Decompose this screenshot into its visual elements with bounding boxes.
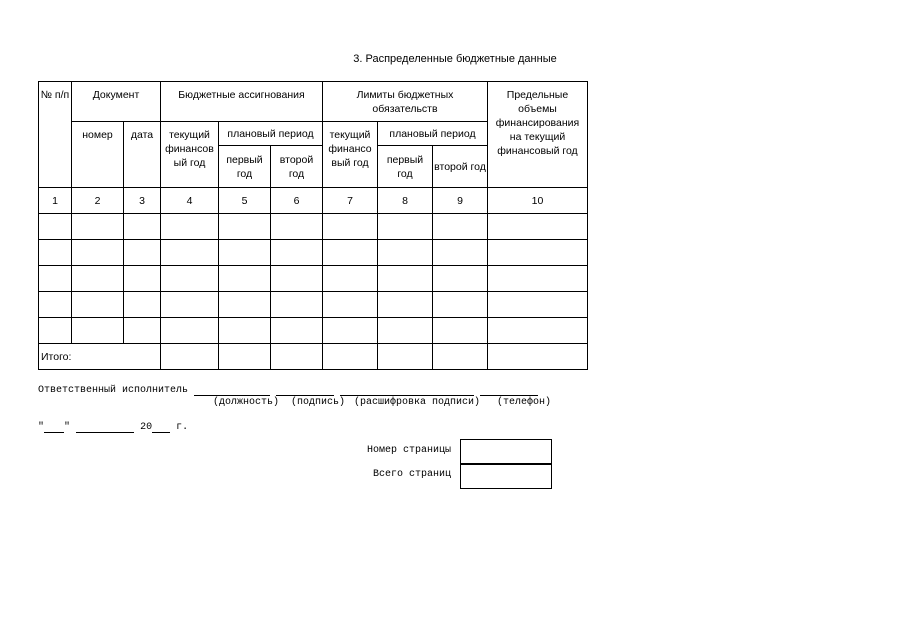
- table-cell[interactable]: [323, 292, 378, 318]
- signature-decode-field[interactable]: [340, 384, 474, 396]
- header-document: Документ: [72, 82, 161, 122]
- table-cell[interactable]: [161, 240, 219, 266]
- phone-field[interactable]: [480, 384, 538, 396]
- table-cell[interactable]: [219, 344, 271, 370]
- column-number: 6: [271, 188, 323, 214]
- table-row: [39, 266, 588, 292]
- table-cell[interactable]: [433, 240, 488, 266]
- table-cell[interactable]: [488, 266, 588, 292]
- table-cell[interactable]: [39, 318, 72, 344]
- table-cell[interactable]: [433, 318, 488, 344]
- table-cell[interactable]: [219, 266, 271, 292]
- table-cell[interactable]: [39, 214, 72, 240]
- table-cell[interactable]: [161, 266, 219, 292]
- section-title: 3. Распределенные бюджетные данные: [353, 53, 557, 65]
- column-number: 2: [72, 188, 124, 214]
- table-cell[interactable]: [161, 214, 219, 240]
- signature-field[interactable]: [276, 384, 334, 396]
- table-cell[interactable]: [323, 344, 378, 370]
- header-budget-limits: Лимиты бюджетных обязательств: [323, 82, 488, 122]
- table-cell[interactable]: [271, 344, 323, 370]
- executor-line: [38, 384, 538, 396]
- quote-close: ": [64, 422, 71, 433]
- table-cell[interactable]: [271, 318, 323, 344]
- page-number-label: Номер страницы: [366, 445, 451, 456]
- table-cell[interactable]: [39, 266, 72, 292]
- header-second-year: второй год: [271, 146, 323, 188]
- header-num: № п/п: [39, 82, 72, 188]
- table-cell[interactable]: [488, 214, 588, 240]
- table-cell[interactable]: [161, 318, 219, 344]
- column-number: 7: [323, 188, 378, 214]
- table-cell[interactable]: [323, 318, 378, 344]
- table-cell[interactable]: [124, 266, 161, 292]
- table-cell[interactable]: [124, 240, 161, 266]
- table-cell[interactable]: [39, 240, 72, 266]
- header-number: номер: [72, 122, 124, 188]
- table-cell[interactable]: [378, 318, 433, 344]
- column-number: 4: [161, 188, 219, 214]
- column-number: 10: [488, 188, 588, 214]
- table-cell[interactable]: [378, 344, 433, 370]
- table-cell[interactable]: [72, 214, 124, 240]
- header-current-year-limits: текущий финансо вый год: [323, 122, 378, 188]
- table-cell[interactable]: [161, 292, 219, 318]
- table-cell[interactable]: [433, 292, 488, 318]
- position-caption: (должность): [213, 397, 280, 408]
- quote-open: ": [38, 422, 45, 433]
- table-cell[interactable]: [124, 318, 161, 344]
- table-cell[interactable]: [219, 292, 271, 318]
- table-cell[interactable]: [488, 344, 588, 370]
- table-cell[interactable]: [271, 266, 323, 292]
- column-number: 5: [219, 188, 271, 214]
- column-number: 8: [378, 188, 433, 214]
- header-planned-period: плановый период: [219, 122, 323, 146]
- table-cell[interactable]: [378, 292, 433, 318]
- column-number: 1: [39, 188, 72, 214]
- table-cell[interactable]: [161, 344, 219, 370]
- table-cell[interactable]: [219, 214, 271, 240]
- year-prefix: 20: [140, 422, 153, 433]
- year-field[interactable]: [152, 421, 170, 433]
- header-max-volumes: Предельные объемы финансирования на текущий финансовый год: [488, 82, 588, 188]
- header-date: дата: [124, 122, 161, 188]
- table-cell[interactable]: [488, 318, 588, 344]
- table-cell[interactable]: [271, 292, 323, 318]
- table-cell[interactable]: [488, 240, 588, 266]
- header-first-year: первый год: [219, 146, 271, 188]
- table-cell[interactable]: [433, 344, 488, 370]
- budget-data-table: [38, 81, 588, 370]
- table-cell[interactable]: [433, 214, 488, 240]
- table-cell[interactable]: [124, 292, 161, 318]
- page-number-box[interactable]: [460, 439, 552, 465]
- header-first-year-limits: первый год: [378, 146, 433, 188]
- day-field[interactable]: [44, 421, 64, 433]
- total-pages-box[interactable]: [460, 463, 552, 489]
- total-row: [39, 344, 588, 370]
- table-cell[interactable]: [219, 240, 271, 266]
- column-numbers-row: [39, 188, 588, 214]
- column-number: 3: [124, 188, 161, 214]
- column-number: 9: [433, 188, 488, 214]
- total-pages-label: Всего страниц: [372, 469, 451, 480]
- table-cell[interactable]: [433, 266, 488, 292]
- table-row: [39, 240, 588, 266]
- table-cell[interactable]: [72, 240, 124, 266]
- table-cell[interactable]: [72, 292, 124, 318]
- header-current-year: текущий финансов ый год: [161, 122, 219, 188]
- total-label: Итого:: [39, 344, 161, 370]
- year-suffix: г.: [176, 422, 189, 433]
- table-cell[interactable]: [378, 266, 433, 292]
- month-field[interactable]: [76, 421, 134, 433]
- table-cell[interactable]: [488, 292, 588, 318]
- table-cell[interactable]: [124, 214, 161, 240]
- table-cell[interactable]: [72, 266, 124, 292]
- table-cell[interactable]: [72, 318, 124, 344]
- table-cell[interactable]: [378, 240, 433, 266]
- table-cell[interactable]: [271, 214, 323, 240]
- table-cell[interactable]: [323, 240, 378, 266]
- table-row: [39, 292, 588, 318]
- table-cell[interactable]: [378, 214, 433, 240]
- table-cell[interactable]: [271, 240, 323, 266]
- signature-caption: (подпись): [291, 397, 346, 408]
- table-row: [39, 214, 588, 240]
- phone-caption: (телефон): [497, 397, 552, 408]
- executor-label: Ответственный исполнитель: [38, 385, 189, 396]
- position-field[interactable]: [194, 384, 270, 396]
- table-cell[interactable]: [323, 266, 378, 292]
- header-budget-allocations: Бюджетные ассигнования: [161, 82, 323, 122]
- table-cell[interactable]: [39, 292, 72, 318]
- header-second-year-limits: второй год: [433, 146, 488, 188]
- date-line: [38, 421, 188, 433]
- signature-decode-caption: (расшифровка подписи): [354, 397, 481, 408]
- table-cell[interactable]: [219, 318, 271, 344]
- header-planned-period-limits: плановый период: [378, 122, 488, 146]
- table-row: [39, 318, 588, 344]
- table-cell[interactable]: [323, 214, 378, 240]
